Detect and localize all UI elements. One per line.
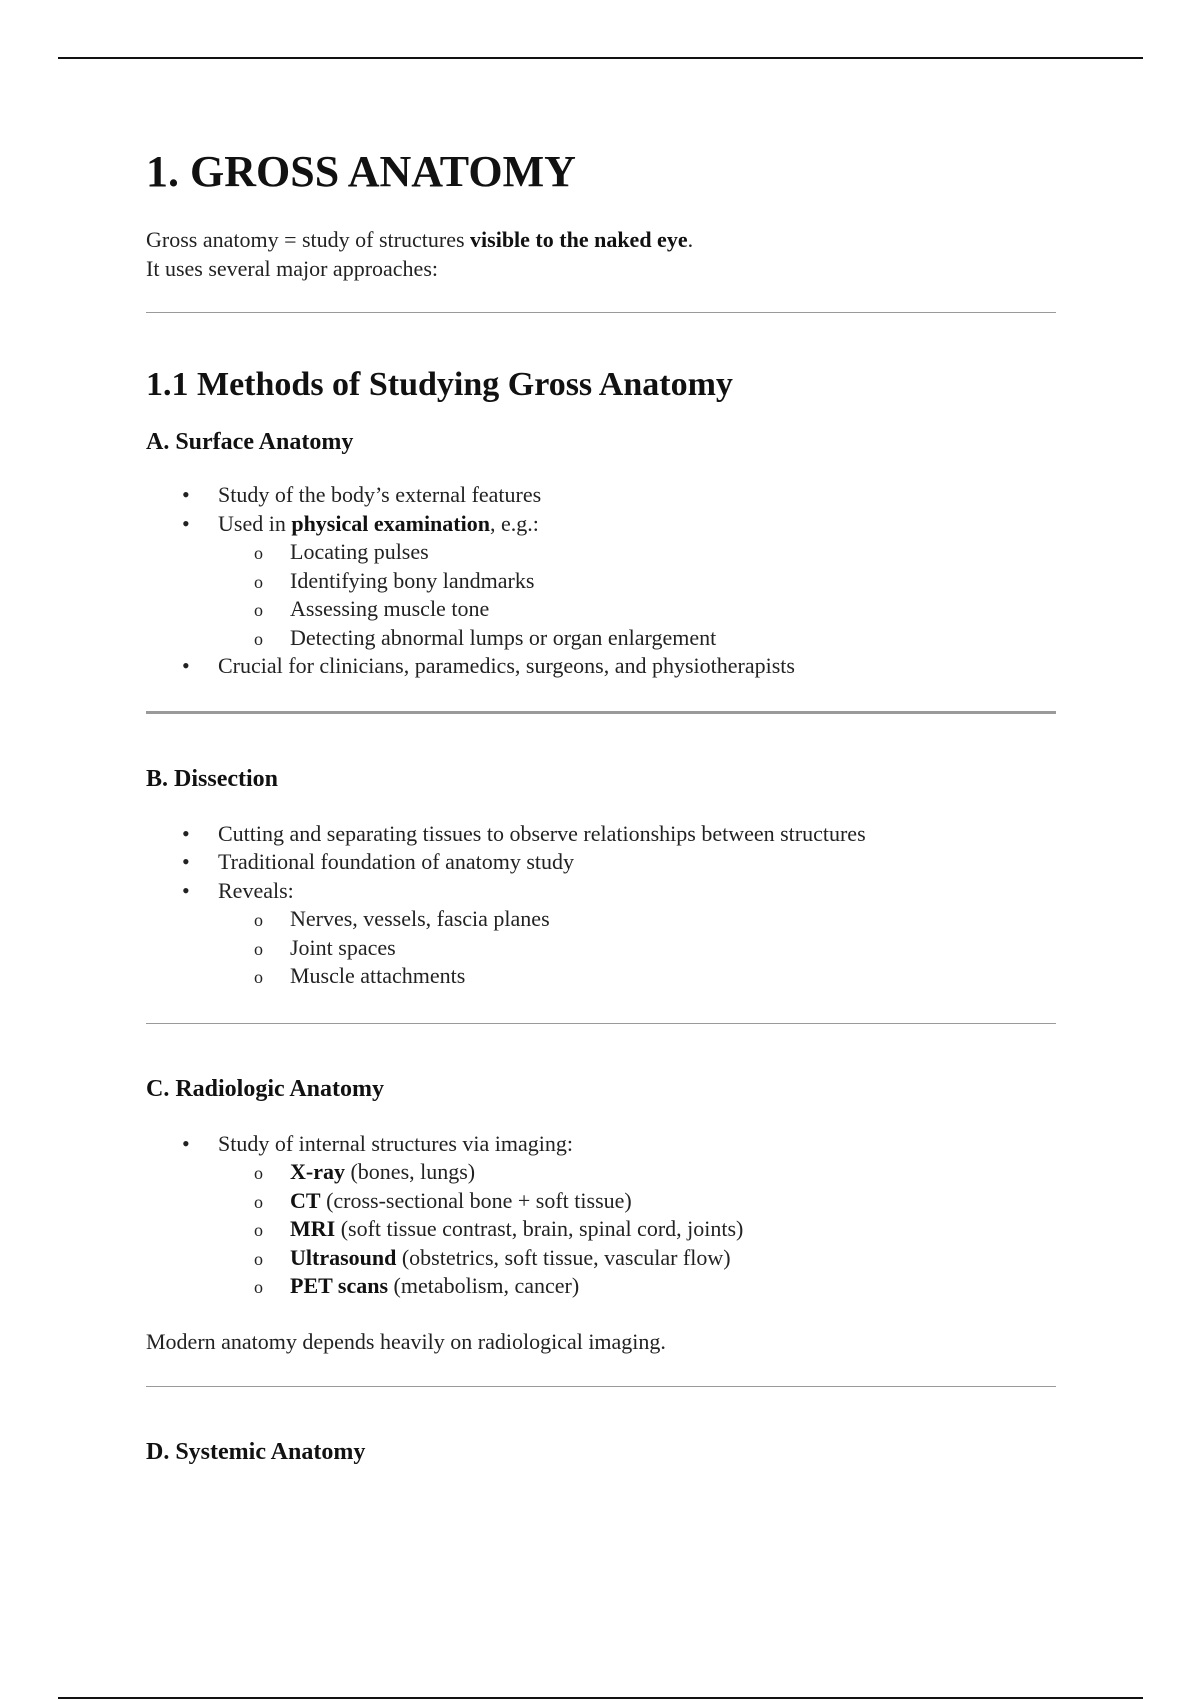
modality-name: X-ray [290,1159,345,1184]
item-text: Reveals: [218,877,294,903]
sub-list-item: o Joint spaces [218,934,1056,963]
intro-period: . [687,227,694,252]
sub-list-item [218,1187,1056,1216]
document-body [146,146,1056,1467]
modality-desc: (soft tissue contrast, brain, spinal cord, joints) [335,1216,744,1241]
page-title: 1. GROSS ANATOMY [146,147,576,196]
surface-anatomy-heading: A. Surface Anatomy [146,429,354,455]
section-title: 1.1 Methods of Studying Gross Anatomy [146,366,733,403]
sub-list-item: o Locating pulses [218,538,1056,567]
dissection-list [146,820,1056,991]
sub-list-item: o Assessing muscle tone [218,595,1056,624]
modality-desc: (cross-sectional bone + soft tissue) [320,1187,632,1213]
sub-list-item [218,1244,1056,1273]
modality-desc: (metabolism, cancer) [388,1273,580,1298]
intro-emphasis: visible to the naked eye [470,227,688,252]
sub-list-item [218,1215,1056,1244]
radiologic-anatomy-heading: C. Radiologic Anatomy [146,1075,385,1102]
sub-list-item: o Muscle attachments [218,962,1056,991]
sub-list-item: o Identifying bony landmarks [218,567,1056,596]
modality-name: CT [290,1187,321,1213]
surface-sub-list [218,538,1056,652]
list-item [146,877,1056,991]
page-top-rule [58,57,1143,59]
item-text: , e.g.: [489,510,539,536]
item-emphasis: physical examination [291,510,490,536]
item-text: Used in [218,510,292,536]
intro-line-2: It uses several major approaches: [146,255,438,281]
modality-desc: (obstetrics, soft tissue, vascular flow) [396,1244,731,1270]
list-item: • Crucial for clinicians, paramedics, surgeons, and physiotherapists [146,652,1056,681]
page-bottom-rule [58,1697,1143,1699]
intro-line-1 [146,226,1056,255]
sub-list-item: o Nerves, vessels, fascia planes [218,905,1056,934]
modality-name: Ultrasound [290,1244,397,1270]
intro-text: Gross anatomy = study of structures [146,227,471,252]
modality-desc: (bones, lungs) [344,1159,476,1184]
dissection-sub-list [218,905,1056,991]
list-item: • Study of the body’s external features [146,481,1056,510]
item-text: Study of internal structures via imaging: [218,1130,573,1156]
systemic-anatomy-heading: D. Systemic Anatomy [146,1439,366,1465]
imaging-modalities-list [218,1158,1056,1301]
list-item: • Cutting and separating tissues to observe relationships between structures [146,820,1056,849]
sub-list-item: o Detecting abnormal lumps or organ enlargement [218,624,1056,653]
dissection-heading: B. Dissection [146,765,278,792]
radiologic-note: Modern anatomy depends heavily on radiological imaging. [146,1328,666,1354]
surface-anatomy-list [146,481,1056,681]
sub-list-item [218,1158,1056,1187]
radiologic-list [146,1130,1056,1301]
list-item [146,1130,1056,1301]
modality-name: MRI [290,1216,336,1241]
sub-list-item [218,1272,1056,1301]
modality-name: PET scans [290,1273,389,1298]
list-item [146,510,1056,653]
list-item: • Traditional foundation of anatomy study [146,848,1056,877]
